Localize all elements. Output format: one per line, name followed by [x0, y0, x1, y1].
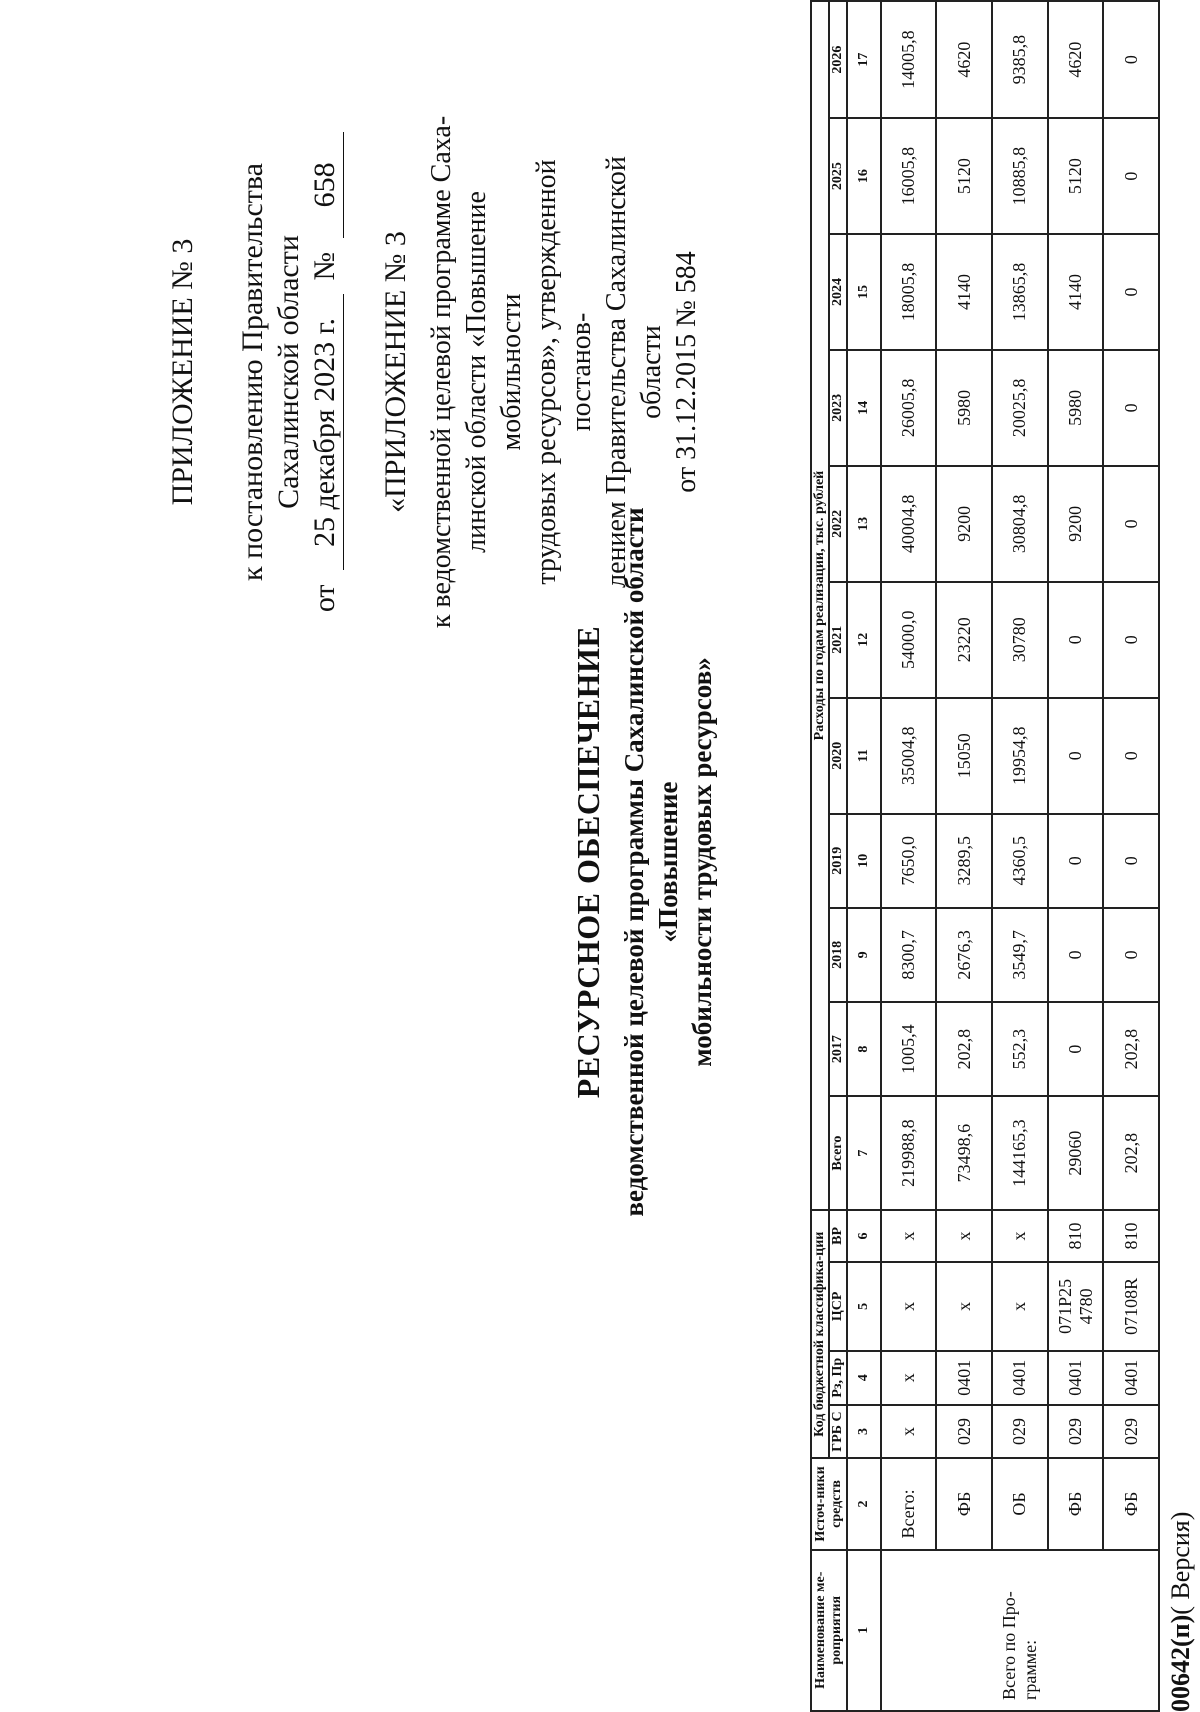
header-csr: ЦСР — [829, 1262, 847, 1351]
header-year: 2020 — [829, 698, 847, 814]
header-year: 2017 — [829, 1002, 847, 1096]
year-value-cell: 4140 — [936, 234, 992, 350]
year-value-cell: 0 — [1103, 466, 1159, 582]
year-value-cell: 0 — [1103, 698, 1159, 814]
table-body — [847, 1, 1159, 1711]
year-value-cell: 4620 — [936, 1, 992, 118]
rzpr-cell: 0401 — [1048, 1351, 1104, 1405]
column-number: 14 — [847, 350, 881, 466]
source-cell: Всего: — [881, 1458, 937, 1549]
year-value-cell: 4140 — [1048, 234, 1104, 350]
document-title — [570, 452, 719, 1272]
vr-cell: 810 — [1048, 1210, 1104, 1262]
grbs-cell: 029 — [1103, 1405, 1159, 1459]
header-code-group: Код бюджетной классифика-ции — [811, 1210, 829, 1458]
basis-line: к ведомственной целевой программе Саха- — [426, 115, 457, 629]
header-year: 2021 — [829, 582, 847, 698]
header-year: 2023 — [829, 350, 847, 466]
grbs-cell: 029 — [1048, 1405, 1104, 1459]
source-cell: ФБ — [936, 1458, 992, 1549]
year-value-cell: 5980 — [1048, 350, 1104, 466]
year-value-cell: 20025,8 — [992, 350, 1048, 466]
source-cell: ФБ — [1103, 1458, 1159, 1549]
csr-cell: 07108R — [1103, 1262, 1159, 1351]
vr-cell: х — [936, 1210, 992, 1262]
date-number-line — [307, 112, 344, 632]
appendix-title: ПРИЛОЖЕНИЕ № 3 — [166, 238, 199, 506]
vr-cell: х — [992, 1210, 1048, 1262]
year-value-cell: 4620 — [1048, 1, 1104, 118]
source-cell: ФБ — [1048, 1458, 1104, 1549]
year-value-cell: 40004,8 — [881, 466, 937, 582]
year-value-cell: 19954,8 — [992, 698, 1048, 814]
title-line-2: мобильности трудовых ресурсов» — [687, 657, 717, 1067]
year-value-cell: 14005,8 — [881, 1, 937, 118]
year-value-cell: 7650,0 — [881, 814, 937, 908]
year-value-cell: 5120 — [936, 118, 992, 234]
column-number: 17 — [847, 1, 881, 118]
header-year: 2018 — [829, 908, 847, 1002]
source-cell: ОБ — [992, 1458, 1048, 1549]
basis-line: линской области «Повышение мобильности — [461, 191, 527, 553]
year-value-cell: 0 — [1103, 908, 1159, 1002]
year-value-cell: 3289,5 — [936, 814, 992, 908]
resolution-line-2: Сахалинской области — [272, 235, 305, 509]
total-cell: 202,8 — [1103, 1096, 1159, 1210]
year-value-cell: 5980 — [936, 350, 992, 466]
rzpr-cell: 0401 — [992, 1351, 1048, 1405]
vr-cell: х — [881, 1210, 937, 1262]
year-value-cell: 0 — [1048, 1002, 1104, 1096]
grbs-cell: 029 — [936, 1405, 992, 1459]
csr-cell: х — [936, 1262, 992, 1351]
year-value-cell: 4360,5 — [992, 814, 1048, 908]
column-number: 13 — [847, 466, 881, 582]
year-value-cell: 552,3 — [992, 1002, 1048, 1096]
year-value-cell: 202,8 — [936, 1002, 992, 1096]
year-value-cell: 26005,8 — [881, 350, 937, 466]
total-cell: 29060 — [1048, 1096, 1104, 1210]
sub-appendix-title: «ПРИЛОЖЕНИЕ № 3 — [379, 231, 412, 513]
year-value-cell: 202,8 — [1103, 1002, 1159, 1096]
column-number: 11 — [847, 698, 881, 814]
grbs-cell: х — [881, 1405, 937, 1459]
year-value-cell: 13865,8 — [992, 234, 1048, 350]
from-label: от — [308, 584, 341, 613]
column-number-row — [847, 1, 881, 1711]
year-value-cell: 9200 — [1048, 466, 1104, 582]
program-total-label: Всего по Про-грамме: — [881, 1550, 1159, 1711]
doc-code: 00642(п) — [1166, 1614, 1195, 1712]
year-value-cell: 35004,8 — [881, 698, 937, 814]
table-row — [1048, 1, 1104, 1711]
header-vr: ВР — [829, 1210, 847, 1262]
header-year: 2026 — [829, 1, 847, 118]
year-value-cell: 0 — [1103, 814, 1159, 908]
year-value-cell: 1005,4 — [881, 1002, 937, 1096]
csr-cell: х — [992, 1262, 1048, 1351]
year-value-cell: 15050 — [936, 698, 992, 814]
year-value-cell: 10885,8 — [992, 118, 1048, 234]
column-number: 2 — [847, 1458, 881, 1549]
year-value-cell: 5120 — [1048, 118, 1104, 234]
version-label: ( Версия) — [1166, 1511, 1195, 1615]
year-value-cell: 3549,7 — [992, 908, 1048, 1002]
header-total: Всего — [829, 1096, 847, 1210]
year-value-cell: 0 — [1103, 582, 1159, 698]
table-row — [992, 1, 1048, 1711]
title-line-1: ведомственной целевой программы Сахалинской области «Повышение — [619, 507, 683, 1217]
year-value-cell: 9200 — [936, 466, 992, 582]
year-value-cell: 30804,8 — [992, 466, 1048, 582]
rzpr-cell: 0401 — [1103, 1351, 1159, 1405]
rzpr-cell: 0401 — [936, 1351, 992, 1405]
total-cell: 144165,3 — [992, 1096, 1048, 1210]
csr-cell: х — [881, 1262, 937, 1351]
total-cell: 219988,8 — [881, 1096, 937, 1210]
year-value-cell: 0 — [1048, 908, 1104, 1002]
column-number: 15 — [847, 234, 881, 350]
year-value-cell: 0 — [1103, 1, 1159, 118]
year-value-cell: 54000,0 — [881, 582, 937, 698]
year-value-cell: 0 — [1103, 234, 1159, 350]
header-rzpr: Рз, Пр — [829, 1351, 847, 1405]
year-value-cell: 0 — [1103, 118, 1159, 234]
vr-cell: 810 — [1103, 1210, 1159, 1262]
total-cell: 73498,6 — [936, 1096, 992, 1210]
rzpr-cell: х — [881, 1351, 937, 1405]
column-number: 8 — [847, 1002, 881, 1096]
column-number: 7 — [847, 1096, 881, 1210]
year-value-cell: 30780 — [992, 582, 1048, 698]
year-value-cell: 0 — [1103, 350, 1159, 466]
table-row — [936, 1, 992, 1711]
number-label: № — [308, 251, 341, 281]
header-source: Источ-ники средств — [811, 1458, 847, 1549]
header-expenses-group: Расходы по годам реализации, тыс. рублей — [811, 1, 829, 1210]
year-value-cell: 0 — [1048, 814, 1104, 908]
basis-line: от 31.12.2015 № 584 — [671, 251, 702, 493]
grbs-cell: 029 — [992, 1405, 1048, 1459]
table-row — [881, 1, 937, 1711]
year-value-cell: 0 — [1048, 582, 1104, 698]
column-number: 1 — [847, 1550, 881, 1711]
table-row — [1103, 1, 1159, 1711]
column-number: 5 — [847, 1262, 881, 1351]
resource-table — [810, 0, 1160, 1712]
header-year: 2019 — [829, 814, 847, 908]
column-number: 9 — [847, 908, 881, 1002]
column-number: 4 — [847, 1351, 881, 1405]
year-value-cell: 2676,3 — [936, 908, 992, 1002]
year-value-cell: 0 — [1048, 698, 1104, 814]
year-value-cell: 18005,8 — [881, 234, 937, 350]
basis-line: лением Правительства Сахалинской области — [601, 156, 667, 588]
resolution-date: 25 декабря 2023 г. — [307, 294, 344, 570]
title-main: РЕСУРСНОЕ ОБЕСПЕЧЕНИЕ — [570, 625, 606, 1099]
header-year: 2025 — [829, 118, 847, 234]
csr-cell: 071P25 4780 — [1048, 1262, 1104, 1351]
basis-line: трудовых ресурсов», утвержденной постанов- — [531, 159, 597, 585]
column-number: 16 — [847, 118, 881, 234]
column-number: 3 — [847, 1405, 881, 1459]
year-value-cell: 23220 — [936, 582, 992, 698]
header-year: 2022 — [829, 466, 847, 582]
column-number: 10 — [847, 814, 881, 908]
column-number: 12 — [847, 582, 881, 698]
footer-version — [1166, 1512, 1196, 1712]
year-value-cell: 9385,8 — [992, 1, 1048, 118]
column-number: 6 — [847, 1210, 881, 1262]
resolution-number: 658 — [307, 132, 344, 238]
header-grbs: ГРБ С — [829, 1405, 847, 1459]
resolution-line-1: к постановлению Правительства — [236, 163, 269, 581]
header-year: 2024 — [829, 234, 847, 350]
year-value-cell: 16005,8 — [881, 118, 937, 234]
year-value-cell: 8300,7 — [881, 908, 937, 1002]
header-name: Наименование ме-роприятия — [811, 1550, 847, 1711]
